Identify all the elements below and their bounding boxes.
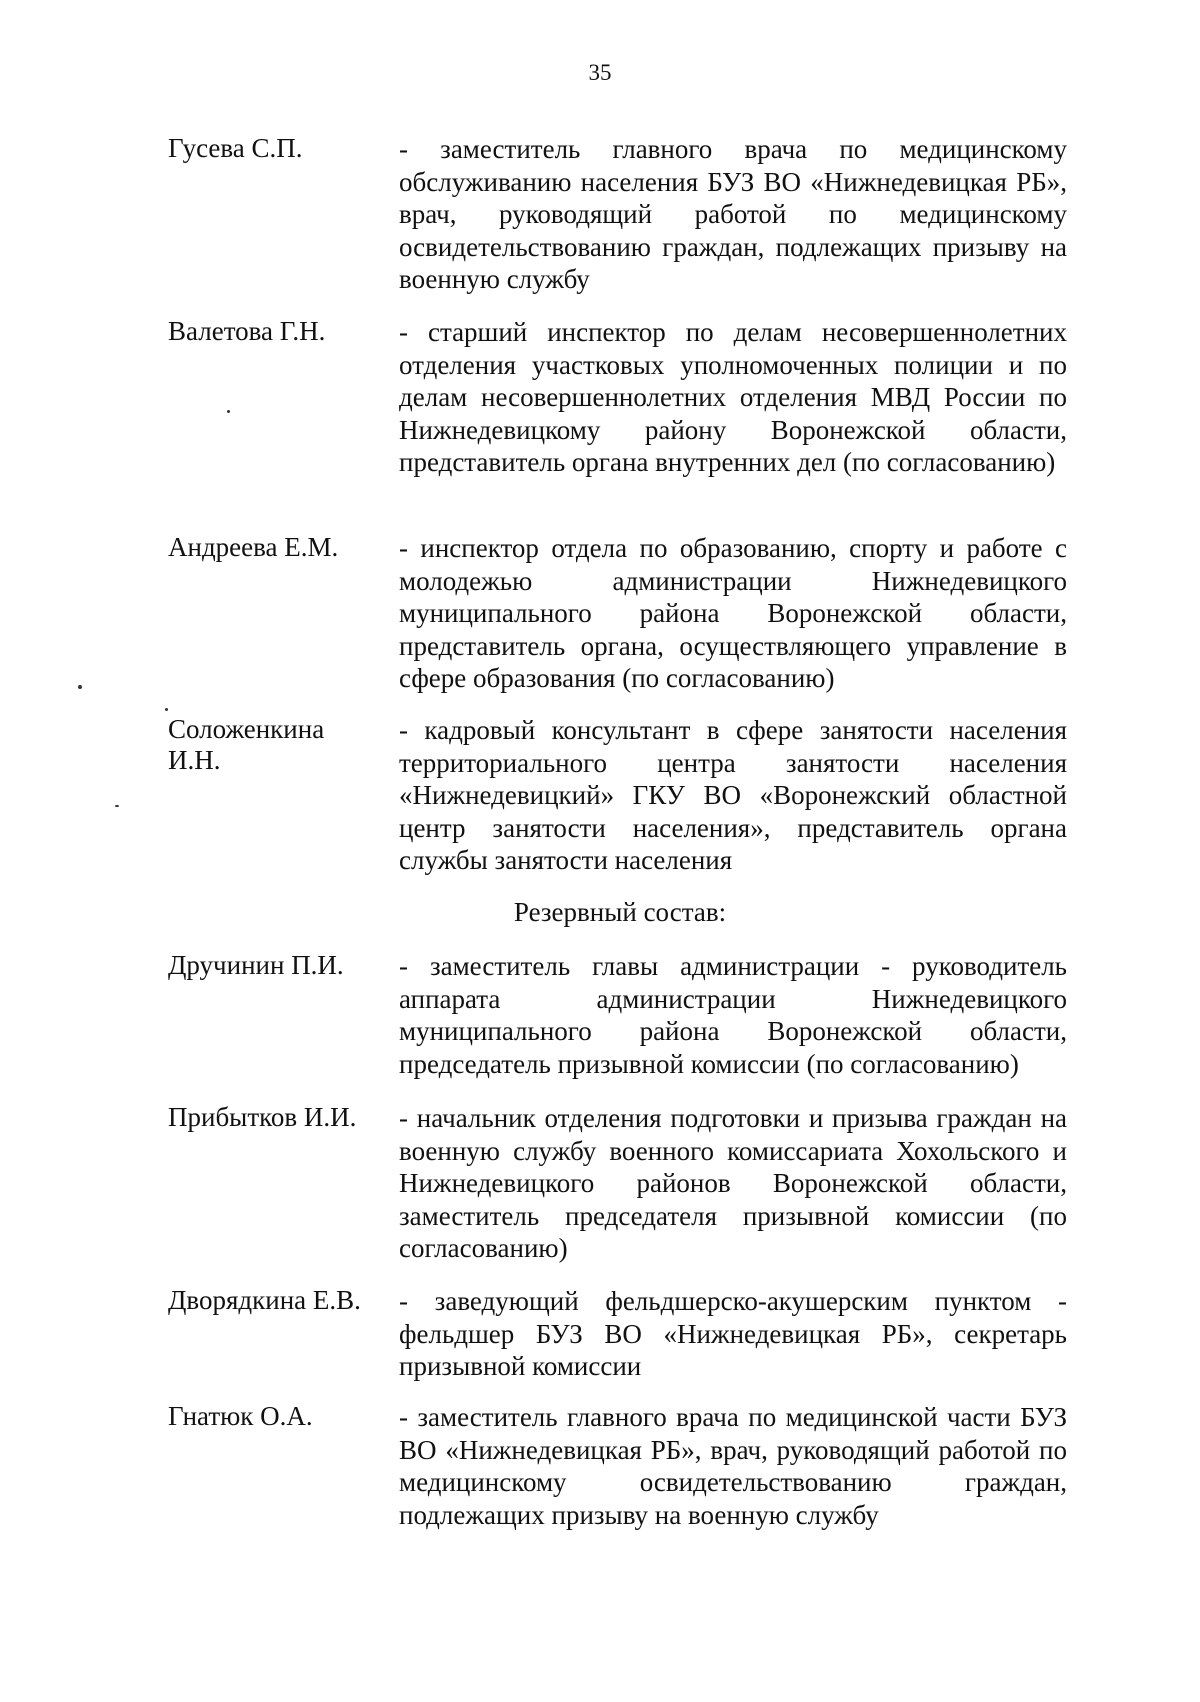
member-name: Дворядкина Е.В. [168,1285,361,1315]
member-name: Гнатюк О.А. [168,1401,313,1431]
member-description: - заместитель главного врача по медицинской части БУЗ ВО «Нижнедевицкая РБ», врач, руководящий работой по медицинскому освидетельствованию граждан, подлежащих призыву на военную службу [399,1402,1067,1530]
scan-speck [165,708,168,711]
member-name: Гусева С.П. [168,133,303,163]
member-description: - старший инспектор по делам несовершеннолетних отделения участковых уполномоченных полиции и по делам несовершеннолетних отделения МВД России по Нижнедевицкому району Воронежской области, представитель органа внутренних дел (по согласованию) [399,317,1067,477]
member-name: Валетова Г.Н. [168,316,326,346]
scan-speck [78,685,82,689]
member-name: Дручинин П.И. [168,950,344,980]
scan-speck [227,410,230,413]
member-name: Андреева Е.М. [168,532,339,562]
member-description: - кадровый консультант в сфере занятости населения территориального центра занятости населения «Нижнедевицкий» ГКУ ВО «Воронежский областной центр занятости населения», представитель органа службы занятости населения [399,715,1067,875]
member-description: - начальник отделения подготовки и призыва граждан на военную службу военного комиссариата Хохольского и Нижнедевицкого районов Воронежской области, заместитель председателя призывной комиссии (по согласованию) [399,1103,1067,1263]
page-number: 35 [588,60,612,85]
member-description: - заведующий фельдшерско-акушерским пунктом - фельдшер БУЗ ВО «Нижнедевицкая РБ», секретарь призывной комиссии [399,1286,1067,1381]
reserve-title: Резервный состав: [513,897,727,927]
member-description: - инспектор отдела по образованию, спорту и работе с молодежью администрации Нижнедевицкого муниципального района Воронежской области, представитель органа, осуществляющего управление в сфере образования (по согласованию) [399,533,1067,693]
member-description: - заместитель главного врача по медицинскому обслуживанию населения БУЗ ВО «Нижнедевицкая РБ», врач, руководящий работой по медицинскому освидетельствованию граждан, подлежащих призыву на военную службу [399,134,1067,294]
member-name: Прибытков И.И. [168,1102,357,1132]
member-description: - заместитель главы администрации - руководитель аппарата администрации Нижнедевицкого муниципального района Воронежской области, председатель призывной комиссии (по согласованию) [399,951,1067,1079]
member-name: Соложенкина И.Н. [168,714,325,775]
scan-speck [115,805,119,807]
